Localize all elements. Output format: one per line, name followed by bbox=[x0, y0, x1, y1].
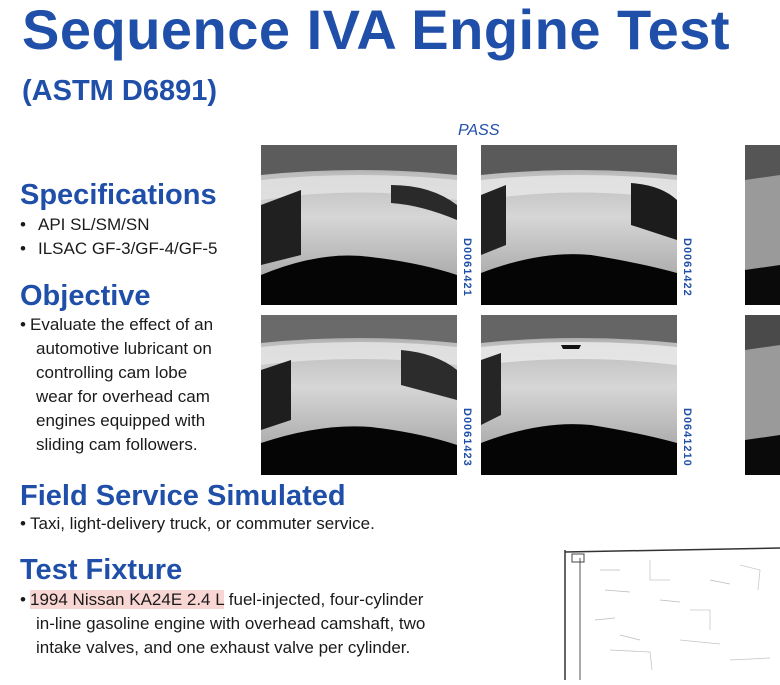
page-title: Sequence IVA Engine Test bbox=[22, 0, 731, 61]
objective-line: engines equipped with bbox=[36, 411, 206, 430]
field-service-text: • Taxi, light-delivery truck, or commuter service. bbox=[20, 514, 375, 533]
cam-lobe-photo-partial-top bbox=[745, 145, 780, 305]
sample-id-3: D0061423 bbox=[461, 408, 473, 467]
sample-id-1: D0061421 bbox=[461, 238, 473, 297]
objective-line: sliding cam followers. bbox=[36, 435, 198, 454]
test-fixture-line: intake valves, and one exhaust valve per cylinder. bbox=[36, 638, 411, 657]
test-fixture-line: in-line gasoline engine with overhead camshaft, two bbox=[36, 614, 426, 633]
field-service-line: Taxi, light-delivery truck, or commuter service. bbox=[30, 514, 375, 533]
objective-heading: Objective bbox=[20, 280, 151, 312]
cam-lobe-photo-1 bbox=[261, 145, 457, 305]
field-service-heading: Field Service Simulated bbox=[20, 480, 346, 512]
cam-lobe-photo-partial-bottom bbox=[745, 315, 780, 475]
objective-line: controlling cam lobe bbox=[36, 363, 188, 382]
pass-label: PASS bbox=[458, 122, 500, 139]
test-fixture-text: • 1994 Nissan KA24E 2.4 L fuel-injected, four-cylinder in-line gasoline engine with overhead camshaft, two intake valves, and one exhaust valve per cylinder. bbox=[20, 588, 425, 660]
page-subtitle: (ASTM D6891) bbox=[22, 75, 217, 107]
objective-text: • Evaluate the effect of an automotive lubricant on controlling cam lobe wear for overhead cam engines equipped with sliding cam followers. bbox=[20, 313, 213, 457]
objective-line: Evaluate the effect of an bbox=[30, 315, 214, 334]
specifications-heading: Specifications bbox=[20, 179, 217, 211]
engine-diagram bbox=[560, 540, 780, 680]
objective-line: wear for overhead cam bbox=[36, 387, 210, 406]
cam-lobe-photo-2 bbox=[481, 145, 677, 305]
sample-id-4: D0641210 bbox=[681, 408, 693, 467]
engine-model-highlight: 1994 Nissan KA24E 2.4 L bbox=[30, 590, 225, 609]
objective-line: automotive lubricant on bbox=[36, 339, 212, 358]
cam-lobe-photo-4 bbox=[481, 315, 677, 475]
spec-item: • ILSAC GF-3/GF-4/GF-5 bbox=[20, 237, 217, 261]
cam-lobe-photo-3 bbox=[261, 315, 457, 475]
specifications-list bbox=[20, 213, 217, 261]
test-fixture-line: fuel-injected, four-cylinder bbox=[224, 590, 424, 609]
spec-item: • API SL/SM/SN bbox=[20, 213, 217, 237]
sample-id-2: D0061422 bbox=[681, 238, 693, 297]
test-fixture-heading: Test Fixture bbox=[20, 554, 183, 586]
